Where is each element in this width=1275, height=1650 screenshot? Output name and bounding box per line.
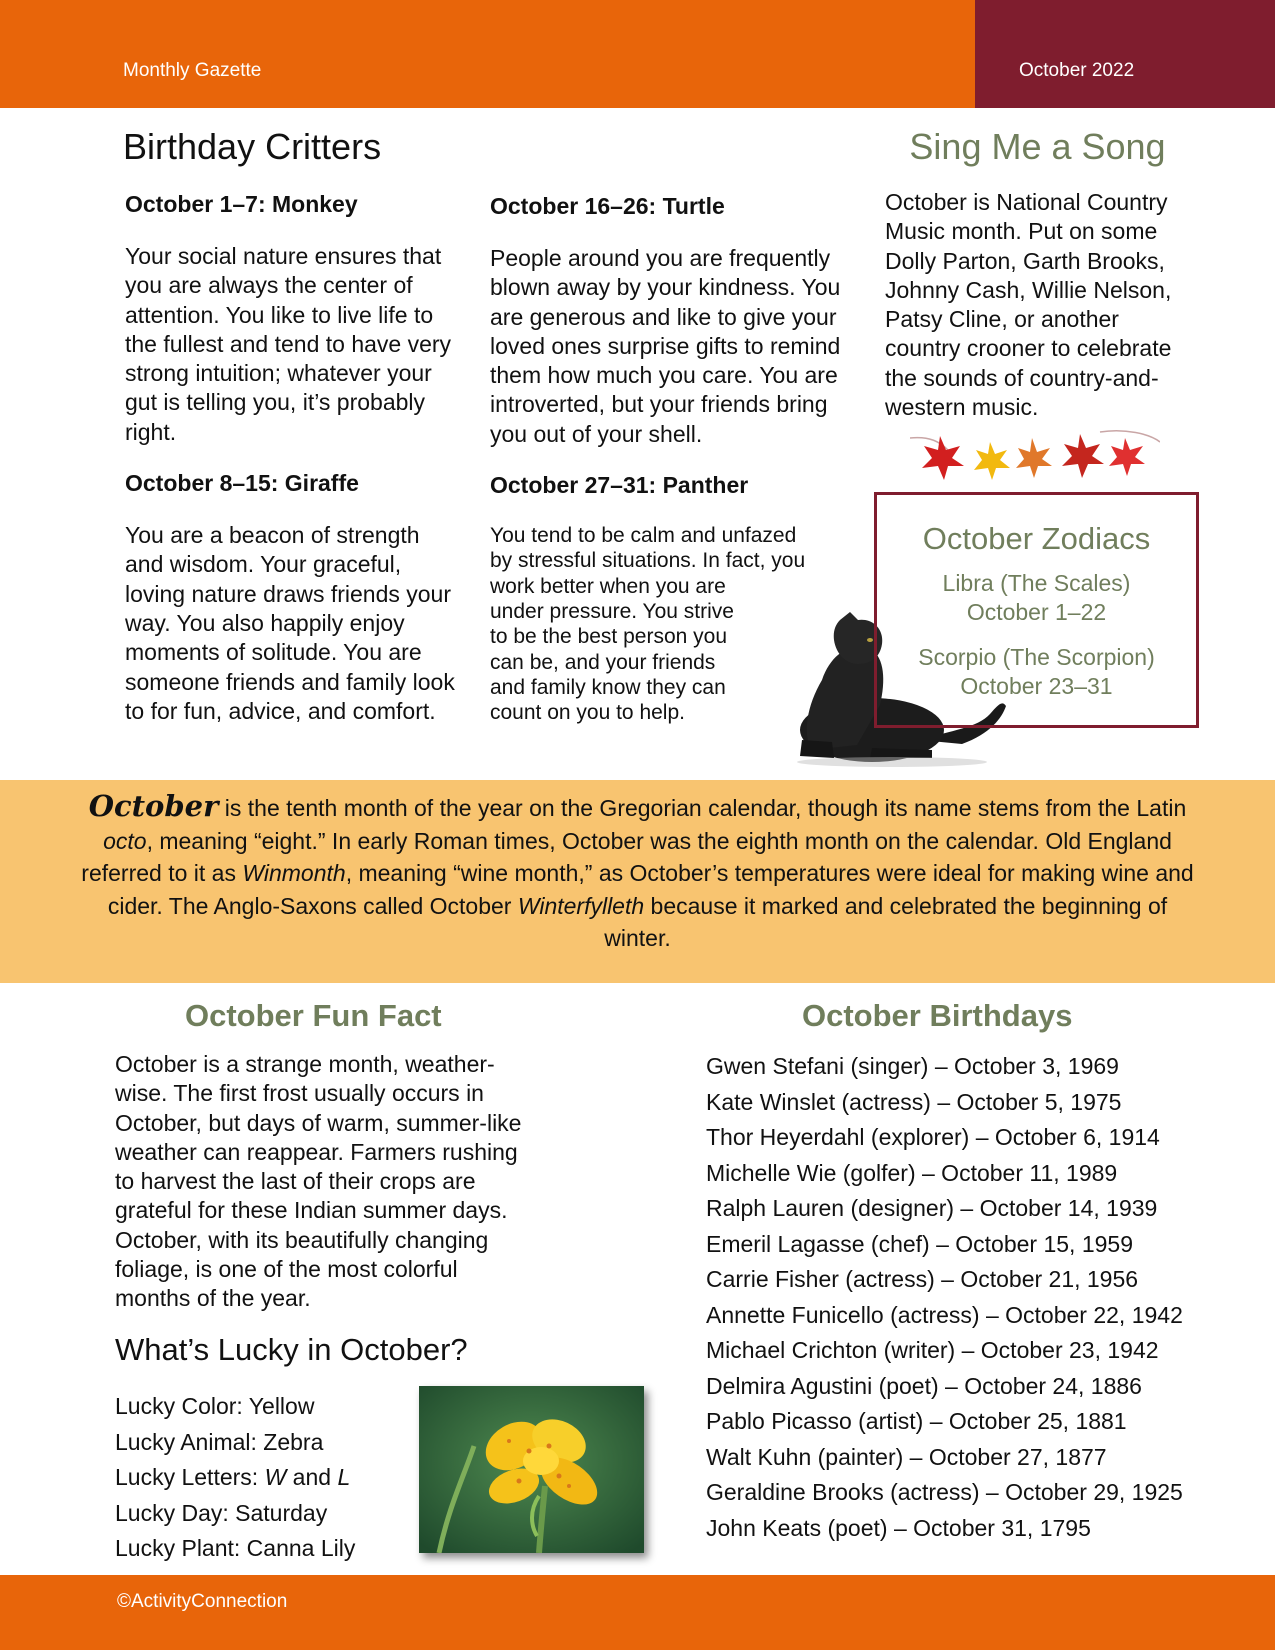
lucky-letters [115, 1460, 415, 1496]
song-text [885, 188, 1225, 422]
band-italic-winmonth: Winmonth [242, 860, 346, 886]
panther-line: can be, and your friends [490, 650, 716, 674]
birthday-item: Thor Heyerdahl (explorer) – October 6, 1914 [706, 1124, 1160, 1150]
header-date-block [975, 0, 1275, 108]
song-line: Patsy Cline, or another [885, 306, 1119, 333]
zodiac-scorpio-dates: October 23–31 [960, 673, 1113, 699]
panther-line: and family know they can [490, 675, 726, 699]
fun-fact-line: October is a strange month, weather- [115, 1051, 495, 1077]
zodiac-scorpio-name: Scorpio (The Scorpion) [918, 644, 1155, 670]
panther-line: to be the best person you [490, 625, 727, 649]
monkey-heading: October 1–7: Monkey [125, 191, 358, 217]
song-line: Music month. Put on some [885, 218, 1158, 245]
october-info-text [80, 790, 1195, 955]
giraffe-text: You are a beacon of strength and wisdom. Your graceful, loving nature draws friends your way. You also happily enjoy moments of solitude. You are someone friends and family look to for fun, advice, and comfort. [125, 522, 455, 724]
fun-fact-line: weather can reappear. Farmers rushing [115, 1138, 518, 1165]
header-title: Monthly Gazette [123, 60, 262, 81]
birthday-item: Gwen Stefani (singer) – October 3, 1969 [706, 1053, 1119, 1079]
lucky-color: Lucky Color: Yellow [115, 1393, 315, 1419]
band-text-part: is the tenth month of the year on the Gregorian calendar, though its name stems from the Latin [218, 795, 1187, 821]
zodiac-box [874, 492, 1199, 728]
october-lead-word: October [88, 789, 219, 823]
birthday-item: Michelle Wie (golfer) – October 11, 1989 [706, 1159, 1118, 1186]
lucky-animal: Lucky Animal: Zebra [115, 1428, 324, 1455]
fun-fact-line: wise. The first frost usually occurs in [115, 1080, 484, 1107]
fun-fact-text [115, 1050, 560, 1314]
header-bar [0, 0, 975, 108]
birthday-item: Pablo Picasso (artist) – October 25, 1881 [706, 1408, 1127, 1434]
birthday-item: Geraldine Brooks (actress) – October 29, 1925 [706, 1479, 1183, 1505]
zodiac-title: October Zodiacs [922, 521, 1151, 556]
panther-heading: October 27–31: Panther [490, 472, 749, 499]
band-italic-winterfylleth: Winterfylleth [517, 892, 645, 919]
birthday-item: Kate Winslet (actress) – October 5, 1975 [706, 1088, 1122, 1115]
fun-fact-line: October, with its beautifully changing [115, 1226, 489, 1253]
turtle-text: People around you are frequently blown away by your kindness. You are generous and like to give your loved ones surprise gifts to remind them how much you care. You are introverted, but your friends bring you out of your shell. [490, 245, 841, 447]
lucky-plant: Lucky Plant: Canna Lily [115, 1535, 356, 1561]
panther-line: by stressful situations. In fact, you [490, 549, 806, 573]
birthday-item: Delmira Agustini (poet) – October 24, 1886 [706, 1372, 1142, 1399]
song-line: the sounds of country-and- [885, 364, 1159, 391]
critters-column-1 [125, 191, 460, 726]
lucky-letters-and: and [286, 1464, 338, 1490]
turtle-heading: October 16–26: Turtle [490, 193, 725, 219]
lucky-list [115, 1389, 415, 1567]
band-italic-octo: octo [103, 827, 147, 854]
lucky-title: What’s Lucky in October? [115, 1332, 468, 1367]
lucky-day: Lucky Day: Saturday [115, 1499, 328, 1526]
fun-fact-title: October Fun Fact [185, 998, 442, 1033]
birthday-item: Carrie Fisher (actress) – October 21, 1956 [706, 1266, 1139, 1292]
fun-fact-line: months of the year. [115, 1285, 311, 1312]
zodiac-libra-dates: October 1–22 [966, 599, 1107, 625]
band-text-part: , meaning “eight.” In early Roman times, October was the eighth month on the calendar. Old England referred to it as [81, 827, 1172, 886]
lucky-letter-l: L [337, 1464, 351, 1490]
fun-fact-line: grateful for these Indian summer days. [115, 1197, 508, 1224]
monkey-text: Your social nature ensures that you are always the center of attention. You like to live life to the fullest and tend to have very strong intuition; whatever your gut is telling you, it’s probably right. [125, 243, 452, 445]
panther-line: You tend to be calm and unfazed [490, 524, 797, 548]
song-line: western music. [885, 394, 1039, 421]
fun-fact-line: October, but days of warm, summer-like [115, 1109, 522, 1136]
band-text-part: because it marked and celebrated the beginning of winter. [604, 892, 1168, 951]
song-title: Sing Me a Song [909, 126, 1166, 167]
band-text-part: , meaning “wine month,” as October’s temperatures were ideal for making wine and cider. The Anglo-Saxons called October [107, 860, 1194, 919]
birthday-critters-title: Birthday Critters [123, 126, 382, 167]
song-line: Johnny Cash, Willie Nelson, [885, 276, 1172, 303]
fun-fact-line: foliage, is one of the most colorful [115, 1256, 458, 1283]
canna-lily-image [419, 1386, 644, 1553]
lucky-letter-w: W [264, 1464, 287, 1490]
birthday-item: Ralph Lauren (designer) – October 14, 1939 [706, 1195, 1158, 1221]
header-date: October 2022 [1019, 60, 1135, 81]
birthdays-title: October Birthdays [802, 998, 1073, 1033]
birthday-item: Annette Funicello (actress) – October 22, 1942 [706, 1301, 1183, 1328]
zodiac-libra-name: Libra (The Scales) [942, 570, 1131, 596]
song-line: Dolly Parton, Garth Brooks, [885, 247, 1165, 274]
panther-line: under pressure. You strive [490, 599, 734, 623]
birthday-item: John Keats (poet) – October 31, 1795 [706, 1514, 1091, 1541]
song-line: country crooner to celebrate [885, 335, 1172, 362]
birthday-item: Emeril Lagasse (chef) – October 15, 1959 [706, 1230, 1134, 1257]
song-line: October is National Country [885, 189, 1168, 215]
panther-line: work better when you are [490, 574, 726, 598]
panther-line: count on you to help. [490, 701, 685, 725]
fun-fact-line: to harvest the last of their crops are [115, 1168, 476, 1195]
autumn-leaves-icon [910, 428, 1160, 484]
birthdays-list [706, 1049, 1226, 1546]
birthday-item: Michael Crichton (writer) – October 23, 1942 [706, 1337, 1159, 1363]
lucky-letters-label: Lucky Letters: [115, 1464, 265, 1490]
giraffe-heading: October 8–15: Giraffe [125, 470, 359, 497]
footer-copyright: ©ActivityConnection [117, 1591, 288, 1612]
birthday-item: Walt Kuhn (painter) – October 27, 1877 [706, 1443, 1107, 1470]
